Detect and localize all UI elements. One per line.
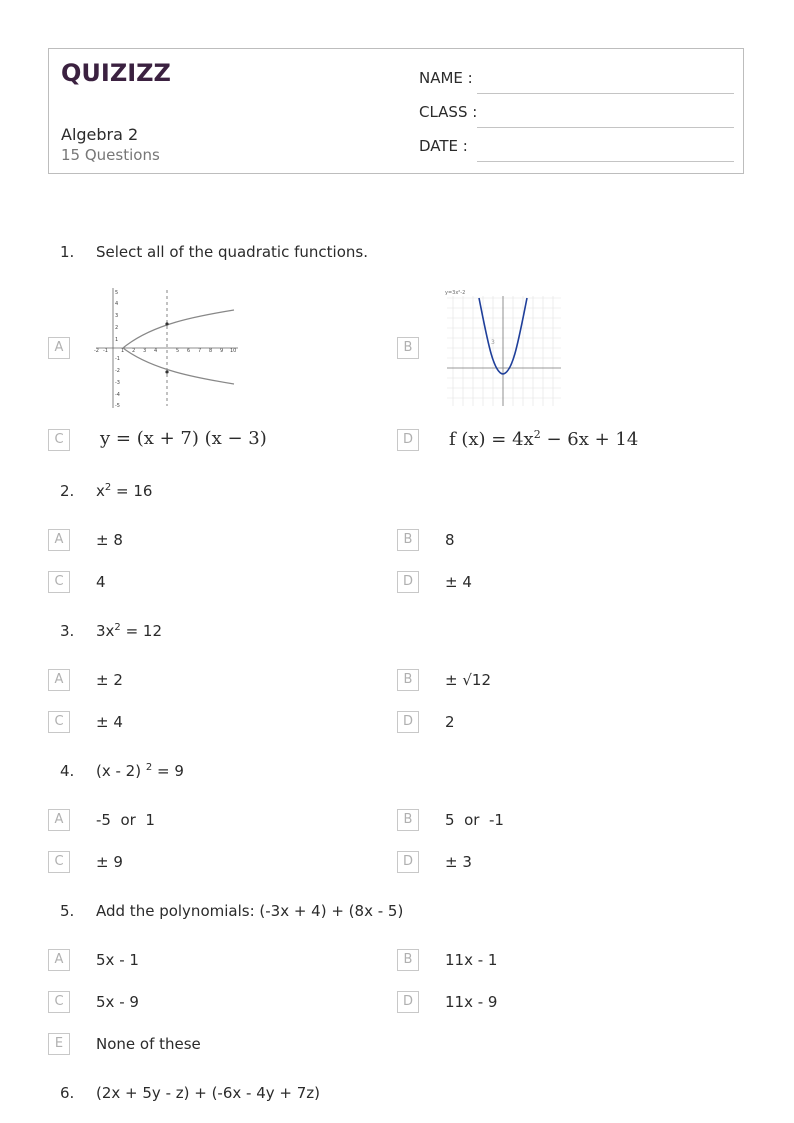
tick-label: -1: [115, 356, 120, 362]
class-label: CLASS :: [419, 103, 478, 121]
name-line[interactable]: [477, 93, 734, 94]
tick-label: 4: [115, 301, 119, 307]
tick-label: -1: [103, 348, 108, 354]
question-text: (2x + 5y - z) + (-6x - 4y + 7z): [96, 1084, 321, 1102]
graph-sideways-parabola: [92, 286, 242, 410]
option-b-text: 11x - 1: [445, 951, 498, 969]
tick-label: 10: [230, 348, 237, 354]
worksheet-title: Algebra 2: [61, 125, 139, 144]
option-c-text: 5x - 9: [96, 993, 139, 1011]
option-box-b[interactable]: B: [397, 949, 419, 971]
question-text: Select all of the quadratic functions.: [96, 243, 368, 261]
option-c-text: 4: [96, 573, 106, 591]
option-box-a[interactable]: A: [48, 949, 70, 971]
option-d-text: ± 4: [445, 573, 472, 591]
name-field[interactable]: [419, 69, 734, 91]
question-number: 1.: [60, 243, 75, 261]
option-box-c[interactable]: C: [48, 571, 70, 593]
option-e-text: None of these: [96, 1035, 201, 1053]
option-c-text: ± 4: [96, 713, 123, 731]
option-c-text: ± 9: [96, 853, 123, 871]
question-number: 2.: [60, 482, 75, 500]
option-d-text: ± 3: [445, 853, 472, 871]
option-b-text: 8: [445, 531, 455, 549]
tick-label: 5: [115, 290, 119, 296]
tick-label: 5: [176, 348, 180, 354]
name-label: NAME :: [419, 69, 473, 87]
option-box-c[interactable]: C: [48, 991, 70, 1013]
question-text: $3x^2 = 12$: [96, 622, 162, 640]
option-a-text: ± 8: [96, 531, 123, 549]
tick-label: 2: [115, 325, 119, 331]
question-count: 15 Questions: [61, 146, 160, 164]
tick-label: -3: [115, 380, 120, 386]
option-box-a[interactable]: A: [48, 337, 70, 359]
quizizz-logo: QUIZIZZ: [61, 59, 171, 87]
graph-mark: 3: [491, 339, 495, 346]
question-text: Add the polynomials: (-3x + 4) + (8x - 5): [96, 902, 404, 920]
worksheet-header: [48, 48, 744, 174]
tick-label: -4: [115, 392, 120, 398]
option-a-text: -5 or 1: [96, 811, 155, 829]
option-box-b[interactable]: B: [397, 529, 419, 551]
option-box-c[interactable]: C: [48, 851, 70, 873]
option-b-text: ± √12: [445, 671, 491, 689]
question-number: 5.: [60, 902, 75, 920]
tick-label: 4: [154, 348, 158, 354]
class-field[interactable]: [419, 103, 734, 125]
option-box-e[interactable]: E: [48, 1033, 70, 1055]
option-box-c[interactable]: C: [48, 429, 70, 451]
option-box-d[interactable]: D: [397, 991, 419, 1013]
question-number: 4.: [60, 762, 75, 780]
tick-label: 8: [209, 348, 213, 354]
tick-label: -2: [115, 368, 120, 374]
question-text: (x - 2) $^2$ = 9: [96, 762, 184, 780]
question-number: 6.: [60, 1084, 75, 1102]
option-box-b[interactable]: B: [397, 809, 419, 831]
question-text: $x^2 = 16$: [96, 482, 153, 500]
option-box-a[interactable]: A: [48, 669, 70, 691]
tick-label: 3: [143, 348, 147, 354]
option-box-c[interactable]: C: [48, 711, 70, 733]
option-box-a[interactable]: A: [48, 529, 70, 551]
date-line[interactable]: [477, 161, 734, 162]
option-box-d[interactable]: D: [397, 429, 419, 451]
option-box-b[interactable]: B: [397, 669, 419, 691]
option-a-text: ± 2: [96, 671, 123, 689]
graph-equation-label: y=3x²-2: [445, 290, 466, 296]
tick-label: 9: [220, 348, 224, 354]
option-box-d[interactable]: D: [397, 851, 419, 873]
option-a-text: 5x - 1: [96, 951, 139, 969]
date-field[interactable]: [419, 137, 734, 159]
tick-label: 7: [198, 348, 202, 354]
option-b-text: 5 or -1: [445, 811, 504, 829]
option-box-a[interactable]: A: [48, 809, 70, 831]
option-d-math: f $(x) = 4x^2 - 6x + 14$: [449, 428, 639, 450]
option-box-b[interactable]: B: [397, 337, 419, 359]
option-d-text: 2: [445, 713, 455, 731]
date-label: DATE :: [419, 137, 468, 155]
tick-label: 3: [115, 313, 119, 319]
option-box-d[interactable]: D: [397, 571, 419, 593]
graph-upward-parabola: [443, 288, 563, 408]
tick-label: 6: [187, 348, 191, 354]
tick-label: 1: [121, 348, 125, 354]
question-number: 3.: [60, 622, 75, 640]
tick-label: 2: [132, 348, 136, 354]
tick-label: 1: [115, 337, 119, 343]
option-box-d[interactable]: D: [397, 711, 419, 733]
option-c-math: y = (x + 7) (x − 3): [100, 428, 267, 449]
option-d-text: 11x - 9: [445, 993, 498, 1011]
class-line[interactable]: [477, 127, 734, 128]
tick-label: -5: [115, 403, 120, 409]
tick-label: -2: [94, 348, 99, 354]
